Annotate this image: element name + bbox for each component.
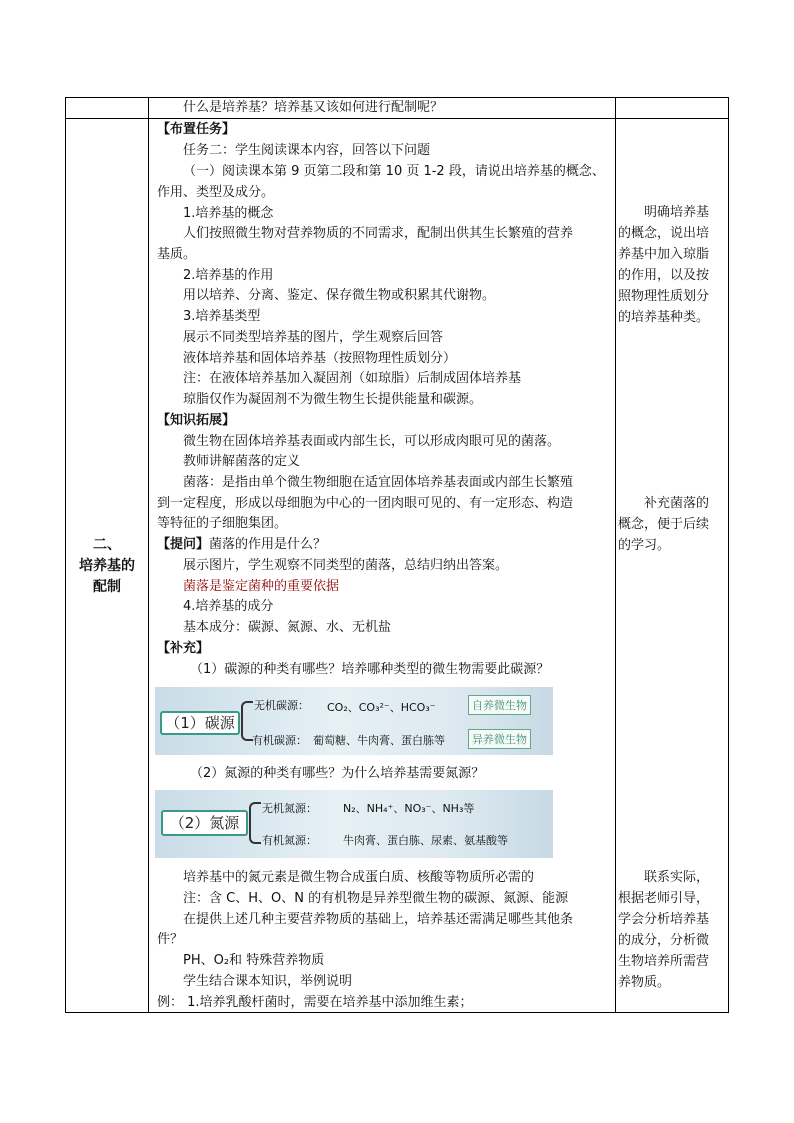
paragraph-line: 教师讲解菌落的定义: [183, 454, 301, 469]
highlight-answer: 菌落是鉴定菌种的重要依据: [183, 579, 340, 594]
paragraph-line: 学生结合课本知识，举例说明: [183, 974, 353, 989]
note-line: 概念，便于后续: [618, 517, 710, 532]
note-line: 的作用，以及按: [618, 268, 710, 283]
inorganic-nitrogen-label: 无机氮源：: [262, 802, 317, 815]
note-line: 明确培养基: [644, 205, 710, 220]
paragraph-line: 任务二：学生阅读课本内容，回答以下问题: [183, 143, 431, 158]
organic-nitrogen-items: 牛肉膏、蛋白胨、尿素、氨基酸等: [343, 834, 508, 847]
note-line: 学会分析培养基: [618, 912, 710, 927]
note-line: 补充菌落的: [644, 496, 710, 511]
paragraph-line: 展示图片，学生观察不同类型的菌落，总结归纳出答案。: [183, 558, 509, 573]
question-line: [157, 537, 326, 553]
heading-knowledge-extension: 【知识拓展】: [157, 413, 236, 428]
organic-carbon-items: 葡萄糖、牛肉膏、蛋白胨等: [313, 734, 445, 747]
paragraph-line: 基质。: [157, 247, 197, 262]
note-line: 生物培养所需营: [618, 954, 710, 969]
heading-question: 【提问】: [157, 537, 210, 552]
teaching-note-1: [618, 202, 722, 328]
question-text: 菌落的作用是什么？: [209, 537, 327, 552]
note-line: 的成分，分析微: [618, 933, 710, 948]
brace-icon: [249, 802, 261, 844]
organic-nitrogen-label: 有机氮源：: [262, 834, 317, 847]
paragraph-line: 4.培养基的成分: [183, 599, 274, 614]
note-line: 的培养基种类。: [618, 310, 710, 325]
paragraph-line: 件？: [157, 932, 184, 947]
nitrogen-source-title: （2）氮源: [161, 810, 248, 836]
paragraph-line: （一）阅读课本第 9 页第二段和第 10 页 1-2 段，请说出培养基的概念、: [183, 164, 605, 179]
section-title-line1: 培养基的: [79, 558, 135, 574]
carbon-source-title: （1）碳源: [160, 711, 240, 735]
note-line: 养基中加入琼脂: [618, 247, 710, 262]
note-line: 养物质。: [618, 975, 671, 990]
paragraph-line: 基本成分：碳源、氮源、水、无机盐: [183, 620, 392, 635]
heading-supplement: 【补充】: [157, 641, 210, 656]
paragraph-line: 2.培养基的作用: [183, 268, 274, 283]
paragraph-line: 展示不同类型培养基的图片，学生观察后回答: [183, 330, 444, 345]
paragraph-line: （1）碳源的种类有哪些？培养哪种类型的微生物需要此碳源？: [190, 662, 550, 677]
carbon-source-diagram: [155, 687, 553, 755]
paragraph-line: 在提供上述几种主要营养物质的基础上，培养基还需满足哪些其他条: [183, 912, 574, 927]
paragraph-line: （2）氮源的种类有哪些？为什么培养基需要氮源？: [190, 766, 485, 781]
question-row-text: 什么是培养基？培养基又该如何进行配制呢？: [183, 100, 444, 115]
paragraph-line: 琼脂仅作为凝固剂不为微生物生长提供能量和碳源。: [183, 392, 483, 407]
note-line: 的学习。: [618, 538, 671, 553]
paragraph-line: 作用、类型及成分。: [157, 185, 275, 200]
paragraph-line: 用以培养、分离、鉴定、保存微生物或积累其代谢物。: [183, 288, 496, 303]
paragraph-line: 注：在液体培养基加入凝固剂（如琼脂）后制成固体培养基: [183, 371, 522, 386]
teaching-note-3: [618, 867, 722, 993]
section-number: 二、: [93, 537, 121, 553]
heterotroph-tag: 异养微生物: [468, 729, 531, 749]
paragraph-line: 菌落：是指由单个微生物细胞在适宜固体培养基表面或内部生长繁殖: [183, 475, 574, 490]
note-line: 联系实际，: [644, 870, 710, 885]
paragraph-line: 微生物在固体培养基表面或内部生长，可以形成肉眼可见的菌落。: [183, 434, 561, 449]
paragraph-line: 3.培养基类型: [183, 309, 261, 324]
note-line: 根据老师引导，: [618, 891, 710, 906]
section-title-line2: 配制: [93, 579, 121, 595]
inorganic-nitrogen-items: N₂、NH₄⁺、NO₃⁻、NH₃等: [343, 802, 475, 815]
paragraph-line: 到一定程度，形成以母细胞为中心的一团肉眼可见的、有一定形态、构造: [157, 496, 574, 511]
autotroph-tag: 自养微生物: [468, 695, 531, 715]
column-divider: [148, 98, 149, 1012]
nitrogen-source-diagram: [155, 790, 553, 858]
paragraph-line: PH、O₂和 特殊营养物质: [183, 953, 325, 968]
heading-assign-task: 【布置任务】: [157, 122, 236, 137]
section-heading: [66, 535, 148, 598]
teaching-note-2: [618, 493, 722, 556]
inorganic-carbon-items: CO₂、CO₃²⁻、HCO₃⁻: [327, 701, 436, 714]
paragraph-line: 1.培养基的概念: [183, 206, 274, 221]
inorganic-carbon-label: 无机碳源：: [254, 699, 309, 712]
note-line: 照物理性质划分: [618, 289, 710, 304]
paragraph-line: 培养基中的氮元素是微生物合成蛋白质、核酸等物质所必需的: [183, 870, 535, 885]
paragraph-line: 人们按照微生物对营养物质的不同需求，配制出供其生长繁殖的营养: [183, 226, 574, 241]
paragraph-line: 液体培养基和固体培养基（按照物理性质划分）: [183, 351, 457, 366]
paragraph-line: 等特征的子细胞集团。: [157, 516, 288, 531]
row-divider: [66, 118, 728, 119]
note-line: 的概念，说出培: [618, 226, 710, 241]
organic-carbon-label: 有机碳源：: [252, 734, 307, 747]
column-divider: [615, 98, 616, 1012]
lesson-table: [65, 97, 729, 1013]
paragraph-line: 注：含 C、H、O、N 的有机物是异养型微生物的碳源、氮源、能源: [183, 891, 569, 906]
paragraph-line: 例： 1.培养乳酸杆菌时，需要在培养基中添加维生素；: [157, 995, 473, 1010]
